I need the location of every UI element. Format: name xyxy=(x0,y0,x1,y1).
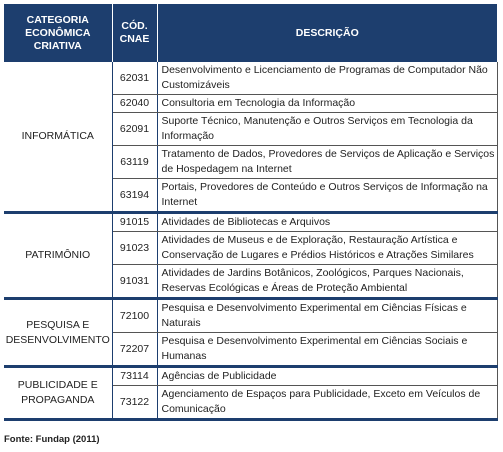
code-cell: 62031 xyxy=(112,62,157,95)
description-cell: Atividades de Bibliotecas e Arquivos xyxy=(157,213,497,232)
code-cell: 91015 xyxy=(112,213,157,232)
category-cell: INFORMÁTICA xyxy=(4,62,112,213)
table-row xyxy=(4,62,497,95)
code-cell: 91031 xyxy=(112,265,157,299)
description-cell: Pesquisa e Desenvolvimento Experimental em Ciências Físicas e Naturais xyxy=(157,299,497,333)
code-cell: 63194 xyxy=(112,179,157,213)
description-cell: Desenvolvimento e Licenciamento de Programas de Computador Não Customizáveis xyxy=(157,62,497,95)
description-cell: Portais, Provedores de Conteúdo e Outros Serviços de Informação na Internet xyxy=(157,179,497,213)
description-cell: Atividades de Museus e de Exploração, Restauração Artística e Conservação de Lugares e Prédios Históricos e Atrações Similares xyxy=(157,232,497,265)
header-category: CATEGORIA ECONÔMICA CRIATIVA xyxy=(4,4,112,62)
description-cell: Agenciamento de Espaços para Publicidade, Exceto em Veículos de Comunicação xyxy=(157,386,497,420)
cnae-table-container xyxy=(4,4,497,421)
code-cell: 72207 xyxy=(112,333,157,367)
code-cell: 73122 xyxy=(112,386,157,420)
description-cell: Pesquisa e Desenvolvimento Experimental em Ciências Sociais e Humanas xyxy=(157,333,497,367)
code-cell: 73114 xyxy=(112,367,157,386)
table-row xyxy=(4,213,497,232)
description-cell: Suporte Técnico, Manutenção e Outros Serviços em Tecnologia da Informação xyxy=(157,113,497,146)
table-body xyxy=(4,62,497,420)
description-cell: Agências de Publicidade xyxy=(157,367,497,386)
table-row xyxy=(4,299,497,333)
source-note: Fonte: Fundap (2011) xyxy=(4,434,100,445)
cnae-table xyxy=(4,4,498,421)
code-cell: 91023 xyxy=(112,232,157,265)
header-description: DESCRIÇÃO xyxy=(157,4,497,62)
code-cell: 62040 xyxy=(112,95,157,113)
category-cell: PATRIMÔNIO xyxy=(4,213,112,299)
description-cell: Tratamento de Dados, Provedores de Serviços de Aplicação e Serviços de Hospedagem na Internet xyxy=(157,146,497,179)
table-row xyxy=(4,367,497,386)
category-cell: PESQUISA E DESENVOLVIMENTO xyxy=(4,299,112,367)
code-cell: 63119 xyxy=(112,146,157,179)
description-cell: Consultoria em Tecnologia da Informação xyxy=(157,95,497,113)
description-cell: Atividades de Jardins Botânicos, Zoológicos, Parques Nacionais, Reservas Ecológicas e Áreas de Proteção Ambiental xyxy=(157,265,497,299)
table-header-row xyxy=(4,4,497,62)
code-cell: 62091 xyxy=(112,113,157,146)
code-cell: 72100 xyxy=(112,299,157,333)
category-cell: PUBLICIDADE E PROPAGANDA xyxy=(4,367,112,420)
header-code: CÓD. CNAE xyxy=(112,4,157,62)
